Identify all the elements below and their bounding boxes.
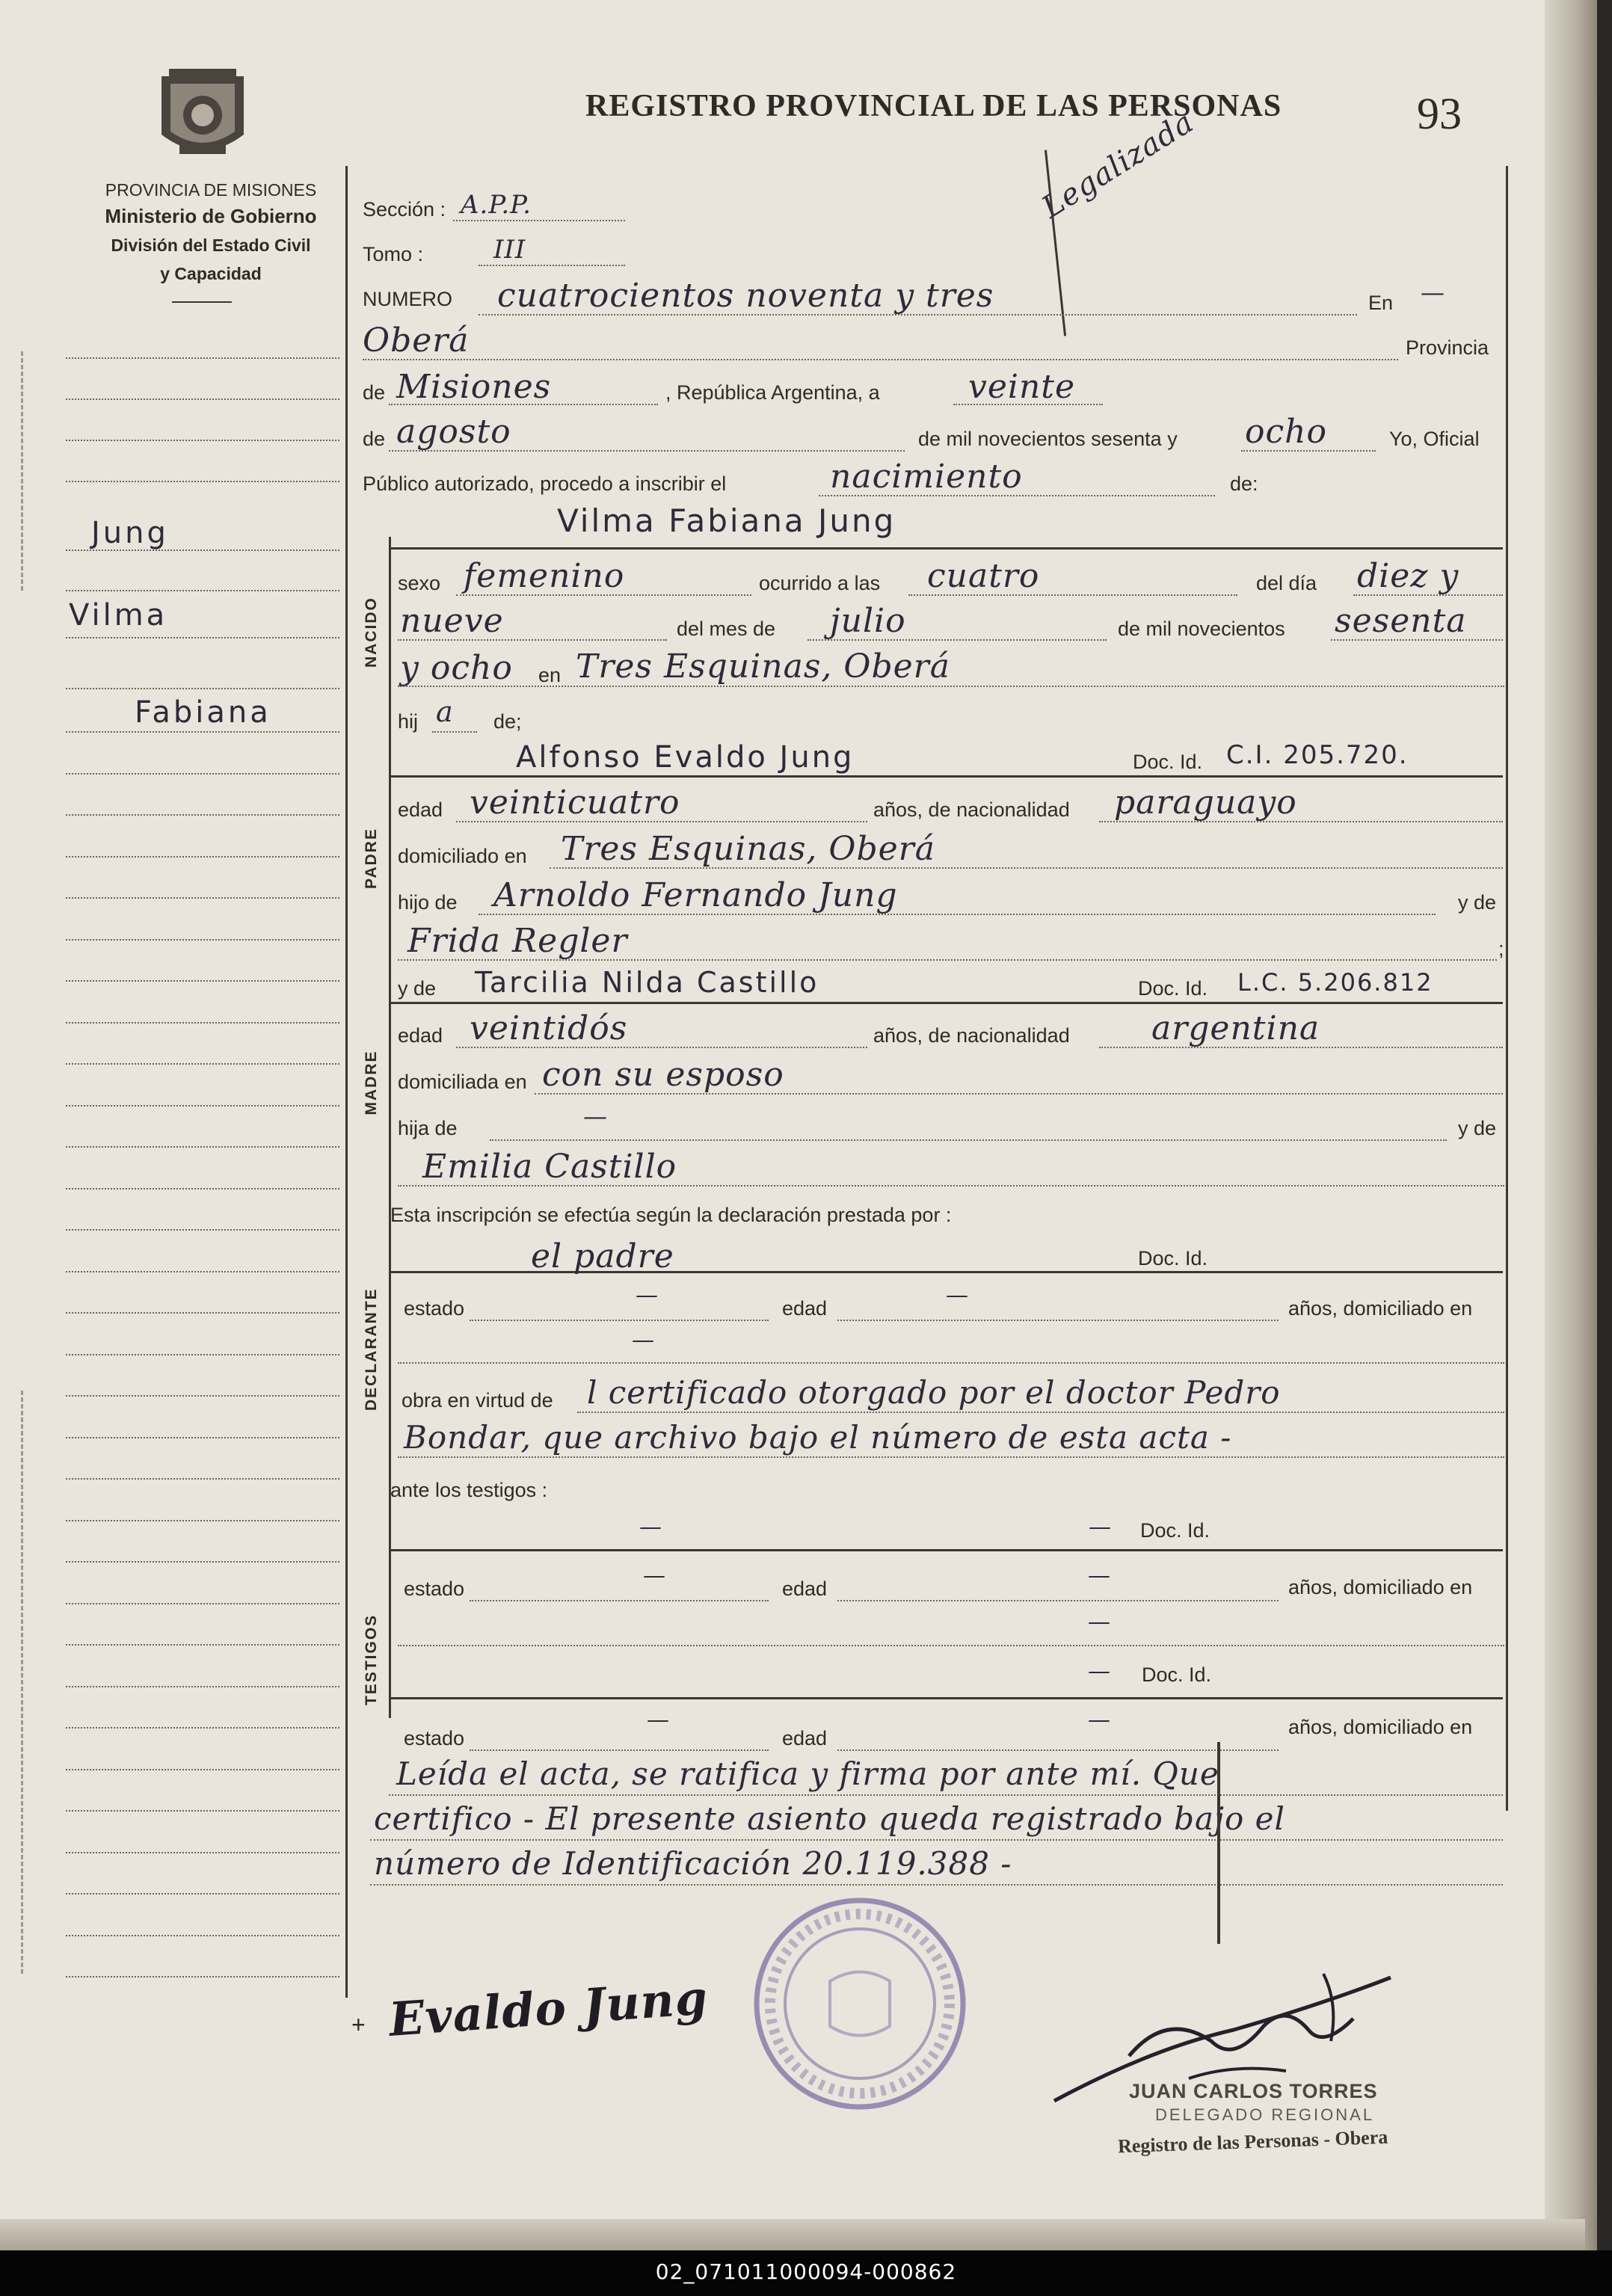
division-name: División del Estado Civil bbox=[111, 236, 311, 255]
province-name: PROVINCIA DE MISIONES bbox=[105, 180, 317, 200]
label-testigo1-edad: edad bbox=[782, 1578, 828, 1600]
label-semicolon: ; bbox=[1498, 938, 1504, 960]
value-provincia: Misiones bbox=[396, 368, 552, 406]
label-publico: Público autorizado, procedo a inscribir el bbox=[363, 473, 727, 495]
label-padre-nac: años, de nacionalidad bbox=[873, 798, 1070, 821]
line-decl-estado bbox=[470, 1320, 769, 1321]
value-seccion: A.P.P. bbox=[461, 190, 532, 220]
label-testigo2-doc: Doc. Id. bbox=[1142, 1663, 1212, 1686]
section-nacido: NACIDO bbox=[363, 597, 380, 668]
line-obra2 bbox=[398, 1456, 1504, 1458]
value-padre-nombre: Alfonso Evaldo Jung bbox=[516, 740, 855, 775]
value-dia1: diez y bbox=[1357, 557, 1459, 595]
value-abuelo-mat: — bbox=[583, 1102, 608, 1130]
value-padre-nac: paraguayo bbox=[1114, 784, 1297, 822]
page-title: REGISTRO PROVINCIAL DE LAS PERSONAS bbox=[585, 89, 1282, 123]
value-madre-edad: veintidós bbox=[470, 1009, 628, 1047]
value-anio2: y ocho bbox=[400, 649, 513, 687]
official-office: Registro de las Personas - Obera bbox=[1117, 2126, 1388, 2158]
rule-nacido-top bbox=[389, 547, 1503, 550]
line-testigo1-edad bbox=[837, 1600, 1279, 1601]
value-testigo1-doc: — bbox=[1089, 1514, 1112, 1540]
line-testigo2-estado bbox=[470, 1749, 769, 1751]
section-declarante: DECLARANTE bbox=[363, 1287, 380, 1411]
value-lugar-nac: Tres Esquinas, Oberá bbox=[576, 647, 950, 686]
value-declarante: el padre bbox=[531, 1237, 674, 1275]
value-abuelo-pat: Arnoldo Fernando Jung bbox=[493, 876, 898, 914]
label-testigo2-estado: estado bbox=[404, 1727, 465, 1749]
frame-left-rule bbox=[345, 166, 348, 1998]
page-bottom-edge bbox=[0, 2219, 1585, 2252]
value-acto: nacimiento bbox=[830, 458, 1023, 496]
legalized-annotation: Legalizada bbox=[1036, 105, 1200, 225]
section-madre: MADRE bbox=[363, 1050, 380, 1115]
line-cierre1 bbox=[389, 1794, 1503, 1796]
label-esta-inscripcion: Esta inscripción se efectúa según la declaración prestada por : bbox=[390, 1204, 952, 1226]
margin-surname: Jung bbox=[91, 516, 169, 550]
label-provincia: Provincia bbox=[1406, 336, 1489, 359]
label-madre-nac: años, de nacionalidad bbox=[873, 1024, 1070, 1047]
label-ocurrido: ocurrido a las bbox=[759, 572, 881, 594]
rule-testigos-top bbox=[389, 1549, 1503, 1551]
value-madre-doc: L.C. 5.206.812 bbox=[1237, 968, 1433, 997]
value-lugar: Oberá bbox=[363, 321, 470, 360]
declarant-signature: Evaldo Jung bbox=[387, 1970, 710, 2047]
margin-first-name: Vilma bbox=[69, 598, 168, 633]
value-abuela-pat: Frida Regler bbox=[407, 922, 628, 960]
value-testigo1-estado: — bbox=[643, 1563, 666, 1589]
value-cierre2: certifico - El presente asiento queda registrado bajo el bbox=[374, 1800, 1285, 1837]
plus-mark: + bbox=[351, 2011, 366, 2038]
label-de-mil-nov: de mil novecientos bbox=[1118, 618, 1285, 640]
label-testigo1-doc: Doc. Id. bbox=[1140, 1519, 1210, 1542]
label-sexo: sexo bbox=[398, 572, 441, 594]
line-cierre2 bbox=[370, 1839, 1503, 1841]
value-decl-dom: — bbox=[632, 1327, 655, 1353]
value-tomo: III bbox=[493, 235, 526, 265]
line-decl-edad bbox=[837, 1320, 1279, 1321]
value-mes-acta: agosto bbox=[396, 413, 511, 451]
value-sexo: femenino bbox=[464, 557, 625, 595]
label-tomo: Tomo : bbox=[363, 243, 424, 265]
value-obra1: l certificado otorgado por el doctor Pedro bbox=[587, 1374, 1281, 1411]
label-del-dia: del día bbox=[1256, 572, 1317, 594]
label-testigo2-edad: edad bbox=[782, 1727, 828, 1749]
value-padre-doc: C.I. 205.720. bbox=[1226, 740, 1409, 770]
value-testigo1-nombre: — bbox=[639, 1514, 662, 1540]
label-madre-dom: domiciliada en bbox=[398, 1071, 527, 1093]
value-decl-estado: — bbox=[636, 1282, 659, 1308]
label-madre-y-de-2: y de bbox=[1458, 1117, 1497, 1139]
section-testigos: TESTIGOS bbox=[363, 1613, 380, 1705]
value-testigo1-edad: — bbox=[1088, 1563, 1111, 1589]
label-republica: , República Argentina, a bbox=[665, 381, 880, 404]
binding-string-top bbox=[21, 351, 23, 591]
official-role: DELEGADO REGIONAL bbox=[1155, 2105, 1375, 2124]
value-madre-nombre: Tarcilia Nilda Castillo bbox=[475, 966, 819, 999]
page-edge bbox=[1545, 0, 1597, 2250]
rule-padre-top bbox=[389, 775, 1503, 778]
label-padre-doc: Doc. Id. bbox=[1133, 751, 1203, 773]
label-yo-oficial: Yo, Oficial bbox=[1389, 428, 1480, 450]
label-de-semicolon: de; bbox=[493, 710, 522, 733]
label-decl-edad: edad bbox=[782, 1297, 828, 1320]
line-hij bbox=[432, 731, 477, 733]
value-anio-acta: ocho bbox=[1245, 413, 1327, 451]
line-testigo2-edad bbox=[837, 1749, 1279, 1751]
label-decl-anos: años, domiciliado en bbox=[1288, 1297, 1473, 1320]
label-de-mes: de bbox=[363, 428, 386, 450]
label-padre-edad: edad bbox=[398, 798, 443, 821]
value-dia-acta: veinte bbox=[968, 368, 1076, 406]
label-de-mil: de mil novecientos sesenta y bbox=[918, 428, 1178, 450]
label-obra: obra en virtud de bbox=[402, 1389, 553, 1412]
label-decl-estado: estado bbox=[404, 1297, 465, 1320]
rule-madre-top bbox=[389, 1002, 1503, 1004]
label-en: En bbox=[1368, 292, 1394, 314]
value-en: — bbox=[1421, 278, 1445, 307]
section-rule bbox=[389, 537, 391, 1718]
value-padre-dom: Tres Esquinas, Oberá bbox=[561, 830, 935, 868]
label-testigo1-anos: años, domiciliado en bbox=[1288, 1576, 1473, 1598]
ministry-name: Ministerio de Gobierno bbox=[105, 205, 317, 227]
value-mes: julio bbox=[830, 602, 906, 640]
official-stamp-icon bbox=[748, 1892, 972, 2116]
header-rule bbox=[172, 301, 232, 303]
label-madre-y-de: y de bbox=[398, 977, 437, 1000]
line-testigo1-estado bbox=[470, 1600, 769, 1601]
page-number: 93 bbox=[1417, 89, 1462, 138]
binding-string-bottom bbox=[21, 1391, 23, 1974]
label-madre-doc: Doc. Id. bbox=[1138, 977, 1208, 1000]
official-name: JUAN CARLOS TORRES bbox=[1129, 2080, 1378, 2102]
value-abuela-mat: Emilia Castillo bbox=[422, 1148, 677, 1186]
signature-stroke bbox=[1217, 1742, 1220, 1944]
line-obra1 bbox=[577, 1412, 1504, 1413]
label-madre-edad: edad bbox=[398, 1024, 443, 1047]
line-cierre3 bbox=[370, 1884, 1503, 1886]
label-ante: ante los testigos : bbox=[390, 1479, 548, 1501]
value-anio1: sesenta bbox=[1335, 602, 1467, 640]
section-padre: PADRE bbox=[363, 828, 380, 889]
label-seccion: Sección : bbox=[363, 198, 446, 221]
value-cierre1: Leída el acta, se ratifica y firma por ante mí. Que bbox=[396, 1755, 1219, 1792]
value-numero: cuatrocientos noventa y tres bbox=[497, 277, 994, 315]
line-decl-dom bbox=[398, 1362, 1504, 1364]
label-y-de: y de bbox=[1458, 891, 1497, 914]
label-de-colon: de: bbox=[1230, 473, 1258, 495]
label-declarante-doc: Doc. Id. bbox=[1138, 1247, 1208, 1269]
rule-testigo2-top bbox=[389, 1697, 1503, 1699]
label-del-mes: del mes de bbox=[677, 618, 776, 640]
value-hij: a bbox=[436, 695, 454, 728]
province-seal-icon bbox=[147, 66, 259, 166]
line-tomo bbox=[479, 265, 625, 266]
frame-right-rule bbox=[1506, 166, 1508, 1811]
value-madre-dom: con su esposo bbox=[542, 1056, 784, 1094]
label-hija-de: hija de bbox=[398, 1117, 458, 1139]
line-abuelo-mat bbox=[490, 1139, 1447, 1141]
value-testigo2-estado: — bbox=[647, 1707, 670, 1733]
line-lugar-nac bbox=[398, 686, 1504, 687]
line-seccion bbox=[453, 220, 625, 221]
value-padre-edad: veinticuatro bbox=[470, 784, 680, 822]
value-hora: cuatro bbox=[927, 557, 1040, 595]
value-nombre-nacido: Vilma Fabiana Jung bbox=[557, 502, 896, 539]
value-testigo1-dom: — bbox=[1088, 1609, 1111, 1635]
image-caption: 02_071011000094-000862 bbox=[655, 2259, 957, 2284]
value-madre-nac: argentina bbox=[1151, 1009, 1320, 1047]
label-numero: NUMERO bbox=[363, 288, 452, 310]
line-lugar bbox=[363, 359, 1398, 360]
label-hij: hij bbox=[398, 710, 419, 733]
label-testigo1-estado: estado bbox=[404, 1578, 465, 1600]
value-decl-edad: — bbox=[946, 1282, 969, 1308]
label-testigo2-anos: años, domiciliado en bbox=[1288, 1716, 1473, 1738]
value-testigo2-edad: — bbox=[1088, 1707, 1111, 1733]
line-testigo1-dom bbox=[398, 1645, 1504, 1646]
label-en-lugar: en bbox=[538, 664, 562, 686]
label-padre-dom: domiciliado en bbox=[398, 845, 527, 867]
value-testigo2-doc: — bbox=[1088, 1658, 1111, 1684]
label-de-provincia: de bbox=[363, 381, 386, 404]
margin-second-name: Fabiana bbox=[135, 695, 271, 730]
value-dia2: nueve bbox=[400, 602, 504, 640]
division-name-2: y Capacidad bbox=[160, 264, 262, 283]
label-hijo-de: hijo de bbox=[398, 891, 458, 914]
value-obra2: Bondar, que archivo bajo el número de esta acta - bbox=[404, 1419, 1232, 1456]
value-cierre3: número de Identificación 20.119.388 - bbox=[374, 1845, 1012, 1882]
